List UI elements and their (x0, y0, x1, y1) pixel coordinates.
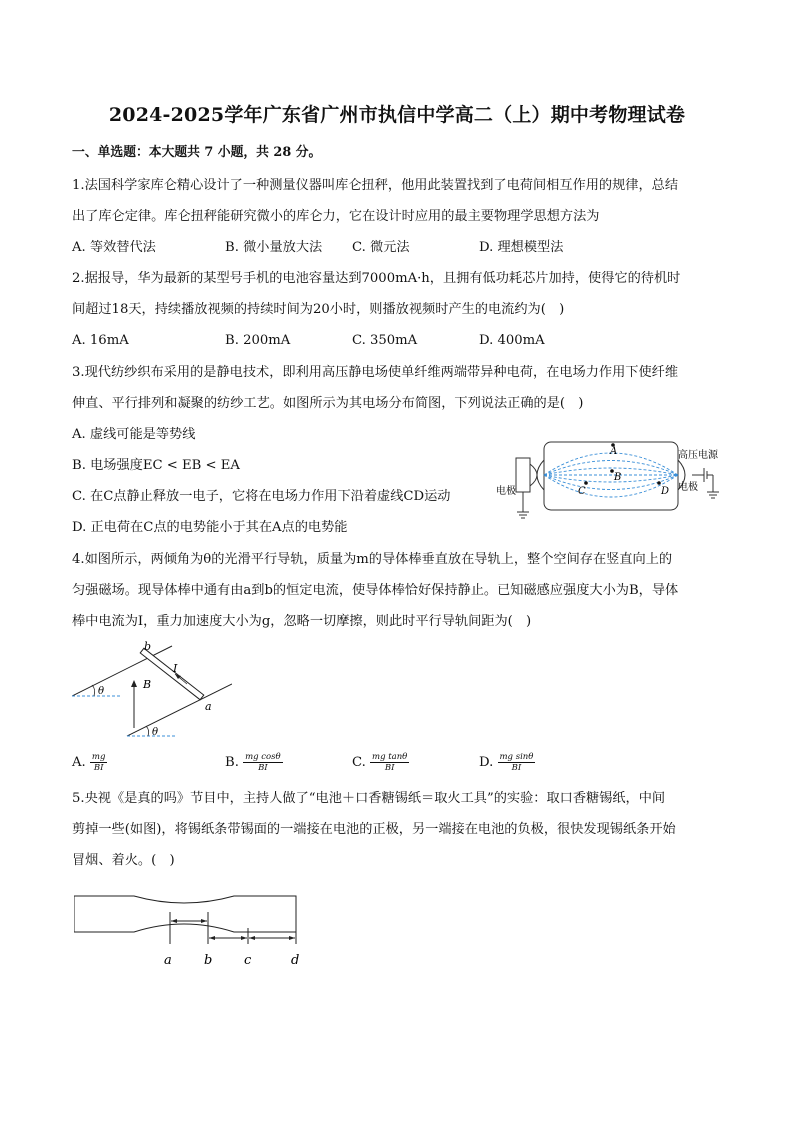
field-arrow (131, 680, 137, 687)
q4-option-b: B. $\frac{\text{mg cosθ}}{BI}$ (225, 752, 281, 773)
left-electrode-label: 电极 (496, 486, 516, 497)
right-electrode-label: 电极 (678, 482, 698, 493)
q4-line-3: 棒中电流为I，重力加速度大小为g，忽略一切摩擦，则此时平行导轨间距为( ) (72, 614, 532, 629)
q5-line-1: 5.央视《是真的吗》节目中，主持人做了“电池＋口香糖锡纸＝取火工具”的实验：取口香糖锡纸，中间 (72, 791, 666, 806)
label-a: a (164, 953, 172, 968)
q2-line-1: 2.据报导，华为最新的某型号手机的电池容量达到7000mA·h，且拥有低功耗芯片加持，使得它的待机时 (72, 271, 681, 286)
power-label: 高压电源 (678, 450, 718, 461)
label-current: I (173, 662, 178, 675)
point-d (657, 481, 661, 485)
q3-option-b: B. 电场强度EC < EB < EA (72, 458, 240, 473)
q3-line-2: 伸直、平行排列和凝聚的纺纱工艺。如图所示为其电场分布简图，下列说法正确的是( ) (72, 396, 584, 411)
q1-line-1: 1.法国科学家库仑精心设计了一种测量仪器叫库仑扭秤，他用此装置找到了电荷间相互作用的规律，总结 (72, 178, 679, 193)
label-field: B (143, 678, 152, 691)
q5-line-2: 剪掉一些(如图)，将锡纸条带锡面的一端接在电池的正极，另一端接在电池的负极，很快发现锡纸条开始 (72, 822, 676, 837)
section-heading: 一、单选题：本大题共 7 小题，共 28 分。 (72, 145, 322, 160)
upper-rail (72, 646, 172, 696)
q4-option-c: C. $\frac{\text{mg tanθ}}{BI}$ (352, 752, 408, 773)
page-title: 2024-2025学年广东省广州市执信中学高二（上）期中考物理试卷 (108, 104, 686, 126)
q3-option-a: A. 虚线可能是等势线 (72, 427, 196, 442)
lower-rail (127, 684, 232, 736)
q3-option-d: D. 正电荷在C点的电势能小于其在A点的电势能 (72, 520, 348, 535)
q3-line-1: 3.现代纺纱织布采用的是静电技术，即利用高压静电场使单纤维两端带异种电荷，在电场力作用下使纤维 (72, 365, 679, 380)
electric-field-diagram (496, 436, 722, 522)
q2-option-a: A. 16mA (72, 333, 129, 348)
label-d: D (661, 486, 670, 497)
label-a: A (610, 446, 618, 457)
conductor-rod (140, 648, 204, 700)
q1-option-c: C. 微元法 (352, 240, 410, 255)
label-c: c (244, 953, 252, 968)
left-electrode-cap (537, 460, 544, 490)
foil-strip-diagram (74, 888, 306, 970)
foil-strip (74, 896, 296, 932)
label-a-point: a (205, 700, 212, 713)
label-b: B (614, 472, 622, 483)
label-b-point: b (144, 640, 152, 653)
label-theta-upper: θ (98, 686, 105, 697)
q4-line-2: 匀强磁场。现导体棒中通有由a到b的恒定电流，使导体棒恰好保持静止。已知磁感应强度大小为B，导体 (72, 583, 679, 598)
q5-line-3: 冒烟、着火。( ) (72, 853, 175, 868)
label-c: C (578, 486, 586, 497)
q4-line-1: 4.如图所示，两倾角为θ的光滑平行导轨，质量为m的导体棒垂直放在导轨上，整个空间存在竖直向上的 (72, 552, 673, 567)
q2-line-2: 间超过18天，持续播放视频的持续时间为20小时，则播放视频时产生的电流约为( ) (72, 302, 565, 317)
q1-line-2: 出了库仑定律。库仑扭秤能研究微小的库仑力，它在设计时应用的最主要物理学思想方法为 (72, 209, 600, 224)
q4-option-a: A. $\frac{mg}{BI}$ (72, 752, 106, 773)
q1-option-a: A. 等效替代法 (72, 240, 156, 255)
inclined-rails-diagram (72, 636, 232, 742)
q2-option-b: B. 200mA (225, 333, 291, 348)
q2-option-c: C. 350mA (352, 333, 418, 348)
label-d: d (291, 953, 300, 968)
q1-option-d: D. 理想模型法 (479, 240, 564, 255)
q4-option-d: D. $\frac{\text{mg sinθ}}{BI}$ (479, 752, 534, 773)
field-lines (544, 453, 678, 497)
q3-option-c: C. 在C点静止释放一电子，它将在电场力作用下沿着虚线CD运动 (72, 489, 451, 504)
q1-option-b: B. 微小量放大法 (225, 240, 323, 255)
label-b: b (204, 953, 213, 968)
point-c (584, 481, 588, 485)
left-electrode (516, 458, 530, 492)
q2-option-d: D. 400mA (479, 333, 545, 348)
label-theta-lower: θ (152, 727, 159, 738)
